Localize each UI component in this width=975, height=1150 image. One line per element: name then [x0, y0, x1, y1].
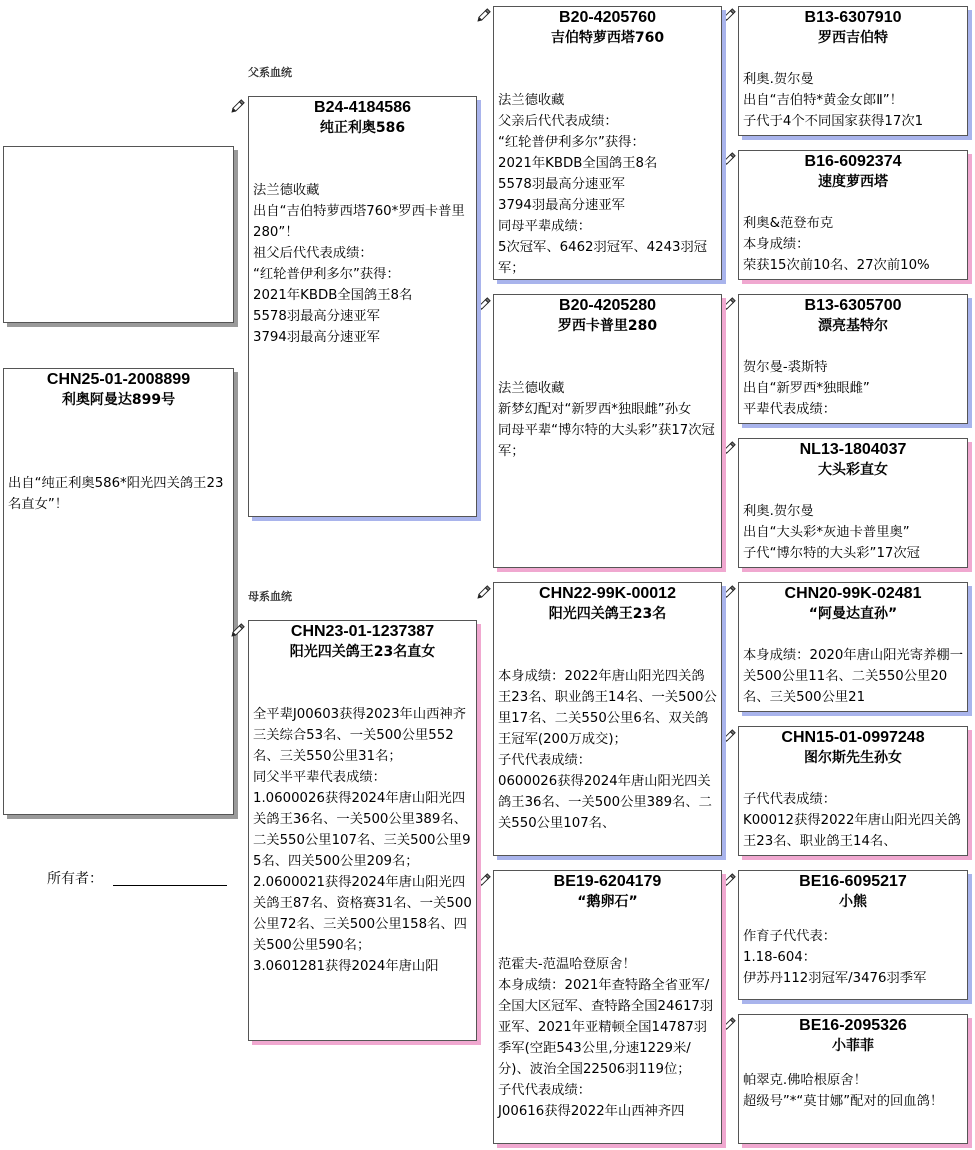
- sire-dam-dam-name: 大头彩直女: [818, 462, 888, 478]
- edit-pen-icon[interactable]: [477, 7, 492, 22]
- maternal-line-label: 母系血统: [248, 590, 292, 603]
- dam-dam-sire-ring-number: BE16-6095217: [799, 873, 907, 890]
- dam-sire-ring-number: CHN22-99K-00012: [539, 585, 676, 602]
- sire-dam-dam-card[interactable]: [738, 438, 968, 568]
- sire-dam-description: 法兰德收藏 新梦幻配对“新罗西*独眼雌”孙女 同母平辈“博尔特的大头彩”获17次冠军；: [498, 381, 715, 459]
- dam-sire-sire-description: 本身成绩：2020年唐山阳光寄养棚一关500公里11名、二关550公里20名、三关500公里21: [743, 648, 963, 705]
- dam-name: 阳光四关鸽王23名直女: [289, 644, 436, 660]
- sire-description: 法兰德收藏 出自“吉伯特萝西塔760*罗西卡普里280”！ 祖父后代代表成绩： “红轮普伊利多尔”获得： 2021年KBDB全国鸽王8名 5578羽最高分速亚军 3794羽最高分速亚军: [253, 183, 465, 345]
- sire-dam-ring-number: B20-4205280: [559, 297, 656, 314]
- dam-sire-sire-name: “阿曼达直孙”: [808, 606, 898, 622]
- dam-dam-dam-name: 小菲菲: [832, 1038, 874, 1054]
- sire-sire-card[interactable]: [493, 6, 722, 280]
- dam-sire-dam-description: 子代代表成绩： K00012获得2022年唐山阳光四关鸽王23名、职业鸽王14名、: [743, 792, 961, 849]
- sire-dam-dam-ring-number: NL13-1804037: [799, 441, 907, 458]
- dam-dam-sire-description: 作育子代代表： 1.18-604： 伊苏丹112羽冠军/3476羽季军: [743, 929, 927, 986]
- subject-name: 利奥阿曼达899号: [61, 392, 176, 408]
- sire-ring-number: B24-4184586: [314, 99, 411, 116]
- sire-dam-name: 罗西卡普里280: [557, 318, 658, 334]
- edit-pen-icon[interactable]: [722, 584, 737, 599]
- subject-card: [3, 368, 234, 815]
- edit-pen-icon[interactable]: [477, 872, 492, 887]
- edit-pen-icon[interactable]: [722, 1016, 737, 1031]
- paternal-line-label: 父系血统: [248, 66, 292, 79]
- owner-label: 所有者：: [47, 871, 103, 887]
- sire-dam-card[interactable]: [493, 294, 722, 568]
- dam-sire-sire-ring-number: CHN20-99K-02481: [784, 585, 922, 602]
- sire-card[interactable]: [248, 96, 477, 517]
- sire-sire-name: 吉伯特萝西塔760: [550, 30, 665, 46]
- sire-sire-sire-card[interactable]: [738, 6, 968, 136]
- sire-sire-dam-card[interactable]: [738, 150, 968, 280]
- sire-sire-dam-description: 利奥&范登布克 本身成绩： 荣获15次前10名、27次前10%: [743, 216, 930, 273]
- edit-pen-icon[interactable]: [477, 296, 492, 311]
- sire-sire-dam-ring-number: B16-6092374: [804, 153, 902, 170]
- dam-sire-card[interactable]: [493, 582, 722, 856]
- dam-dam-sire-card[interactable]: [738, 870, 968, 1000]
- edit-pen-icon[interactable]: [722, 7, 737, 22]
- subject-description: 出自“纯正利奥586*阳光四关鸽王23名直女”！: [8, 476, 224, 512]
- dam-sire-name: 阳光四关鸽王23名: [548, 606, 667, 622]
- edit-pen-icon[interactable]: [231, 98, 246, 113]
- dam-sire-sire-card[interactable]: [738, 582, 968, 712]
- sire-dam-sire-ring-number: B13-6305700: [804, 297, 902, 314]
- dam-dam-dam-card[interactable]: [738, 1014, 968, 1144]
- dam-sire-dam-card[interactable]: [738, 726, 968, 856]
- dam-dam-name: “鹅卵石”: [577, 894, 638, 910]
- dam-sire-dam-name: 图尔斯先生孙女: [804, 750, 902, 766]
- sire-name: 纯正利奥586: [319, 120, 406, 136]
- sire-dam-sire-name: 漂亮基特尔: [818, 318, 888, 334]
- dam-card[interactable]: [248, 620, 477, 1041]
- photo-frame: [3, 146, 234, 323]
- sire-dam-sire-description: 贺尔曼-裘斯特 出自“新罗西*独眼雌” 平辈代表成绩：: [743, 360, 870, 417]
- dam-dam-sire-name: 小熊: [839, 894, 867, 910]
- dam-dam-dam-description: 帕翠克.佛哈根原舍！ 超级号”*“莫甘娜”配对的回血鸽！: [743, 1073, 944, 1109]
- edit-pen-icon[interactable]: [231, 622, 246, 637]
- edit-pen-icon[interactable]: [477, 584, 492, 599]
- edit-pen-icon[interactable]: [722, 151, 737, 166]
- edit-pen-icon[interactable]: [722, 296, 737, 311]
- dam-ring-number: CHN23-01-1237387: [290, 623, 435, 640]
- owner-signature-line: [113, 885, 227, 886]
- sire-sire-ring-number: B20-4205760: [559, 9, 656, 26]
- subject-ring-number: CHN25-01-2008899: [46, 371, 191, 388]
- sire-dam-dam-description: 利奥.贺尔曼 出自“大头彩*灰迪卡普里奥” 子代“博尔特的大头彩”17次冠: [743, 504, 920, 561]
- sire-sire-sire-description: 利奥.贺尔曼 出自“吉伯特*黄金女郎Ⅱ”！ 子代于4个不同国家获得17次1: [743, 72, 924, 129]
- sire-sire-sire-name: 罗西吉伯特: [818, 30, 888, 46]
- dam-description: 全平辈J00603获得2023年山西神齐三关综合53名、一关500公里552名、三关550公里31名； 同父半平辈代表成绩： 1.0600026获得2024年唐山阳光四关鸽王36名、一关500公里389名、二关550公里107名、三关500公里95名、四关500公里209名； 2.0600021获得2024年唐山阳光四关鸽王87名、资格赛31名、一关500公里72名、三关500公里158名、四关500公里590名； 3.0601281获得2024年唐山阳: [253, 707, 472, 974]
- dam-dam-ring-number: BE19-6204179: [553, 873, 662, 890]
- dam-dam-description: 范霍夫-范温哈登原舍！ 本身成绩：2021年查特路全省亚军/全国大区冠军、查特路全国24617羽亚军、2021年亚精顿全国14787羽季军(空距543公里,分速1229米/分)、波治全国22506羽119位； 子代代表成绩： J00616获得2022年山西神齐四: [498, 957, 714, 1119]
- sire-sire-sire-ring-number: B13-6307910: [804, 9, 902, 26]
- sire-sire-dam-name: 速度萝西塔: [818, 174, 888, 190]
- edit-pen-icon[interactable]: [722, 440, 737, 455]
- edit-pen-icon[interactable]: [722, 728, 737, 743]
- sire-dam-sire-card[interactable]: [738, 294, 968, 424]
- dam-dam-card[interactable]: [493, 870, 722, 1144]
- dam-dam-dam-ring-number: BE16-2095326: [799, 1017, 907, 1034]
- dam-sire-description: 本身成绩：2022年唐山阳光四关鸽王23名、职业鸽王14名、一关500公里17名、二关550公里6名、双关鸽王冠军(200万成交)； 子代代表成绩： 0600026获得2024年唐山阳光四关鸽王36名、一关500公里389名、二关550公里107名、: [498, 669, 717, 831]
- sire-sire-description: 法兰德收藏 父亲后代代表成绩： “红轮普伊利多尔”获得： 2021年KBDB全国鸽王8名 5578羽最高分速亚军 3794羽最高分速亚军 同母平辈成绩： 5次冠军、6462羽冠军、4243羽冠军；: [498, 93, 708, 276]
- dam-sire-dam-ring-number: CHN15-01-0997248: [781, 729, 925, 746]
- edit-pen-icon[interactable]: [722, 872, 737, 887]
